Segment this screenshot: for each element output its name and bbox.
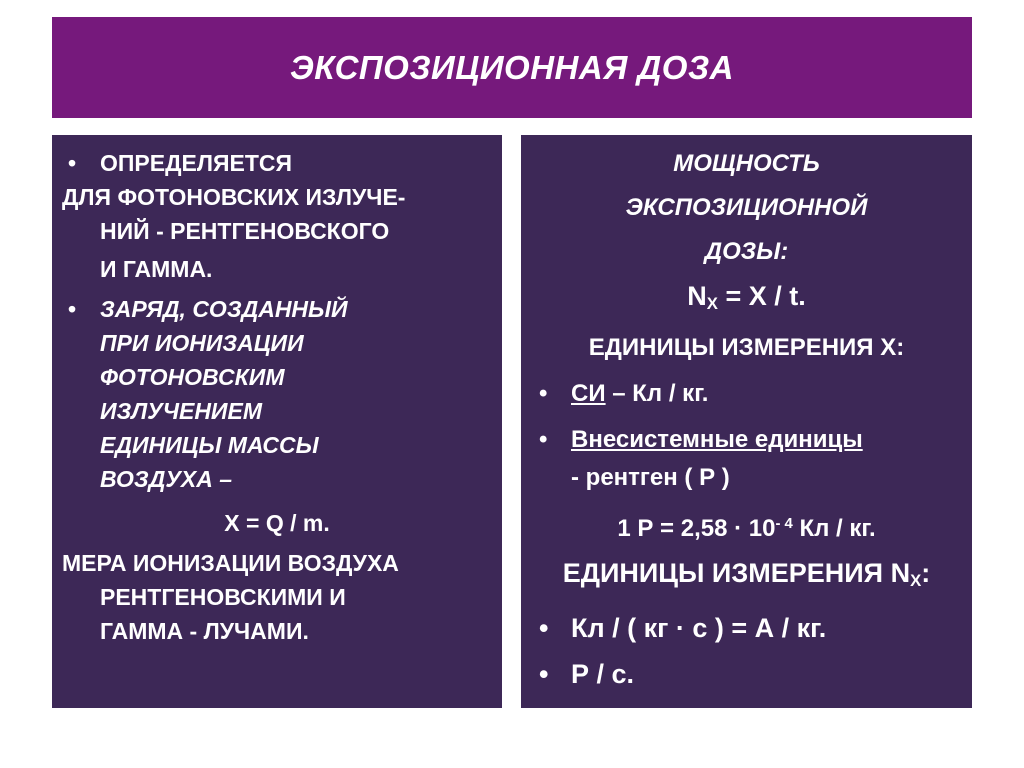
units-nx-heading: ЕДИНИЦЫ ИЗМЕРЕНИЯ $N_X$:: [562, 558, 931, 591]
text-line: РЕНТГЕНОВСКИМИ И: [100, 584, 346, 610]
text-line: ЕДИНИЦЫ МАССЫ: [100, 432, 319, 458]
bullet-icon: •: [68, 296, 77, 322]
units-x-heading: ЕДИНИЦЫ ИЗМЕРЕНИЯ X:: [588, 334, 905, 362]
left-panel: [52, 135, 502, 708]
text-line: НИЙ - РЕНТГЕНОВСКОГО: [100, 218, 390, 244]
bullet-icon: •: [539, 380, 548, 408]
title-bar: [52, 17, 972, 118]
formula-x: X = Q / m.: [224, 510, 330, 536]
text-line: ПРИ ИОНИЗАЦИИ: [100, 330, 304, 356]
heading-line: МОЩНОСТЬ: [673, 150, 820, 177]
text-line: МЕРА ИОНИЗАЦИИ ВОЗДУХА: [62, 550, 399, 576]
formula-nx: $N_X = X / t$.: [687, 281, 806, 314]
list-item: • Внесистемные единицы: [533, 421, 960, 459]
list-item: • ОПРЕДЕЛЯЕТСЯ: [62, 146, 492, 180]
text-line: ФОТОНОВСКИМ: [100, 364, 285, 390]
bullet-icon: •: [68, 150, 77, 176]
bullet-icon: •: [539, 658, 549, 689]
text-line: ГАММА - ЛУЧАМИ.: [100, 618, 309, 644]
right-panel: [521, 135, 972, 708]
bullet-icon: •: [539, 612, 549, 643]
list-item: • СИ – Кл / кг.: [533, 375, 960, 413]
slide-title: ЭКСПОЗИЦИОННАЯ ДОЗА: [290, 48, 734, 86]
text-line: ДЛЯ ФОТОНОВСКИХ ИЗЛУЧЕ-: [62, 184, 406, 210]
text-line: ВОЗДУХА –: [100, 466, 233, 492]
text-line: И ГАММА.: [100, 256, 213, 282]
list-item: • Кл / ( кг · с ) = А / кг.: [533, 609, 960, 647]
text-line: ИЗЛУЧЕНИЕМ: [100, 398, 262, 424]
conversion-formula: 1 $Р = 2,58 \cdot 10^{- 4}$ Кл / кг.: [617, 515, 876, 543]
heading-line: ДОЗЫ:: [704, 238, 789, 265]
text-line: - рентген ( Р ): [571, 464, 730, 492]
heading-line: ЭКСПОЗИЦИОННОЙ: [625, 194, 868, 221]
bullet-icon: •: [539, 426, 548, 454]
list-item: • ЗАРЯД, СОЗДАННЫЙ: [62, 292, 492, 326]
list-item: • Р / с.: [533, 655, 960, 693]
